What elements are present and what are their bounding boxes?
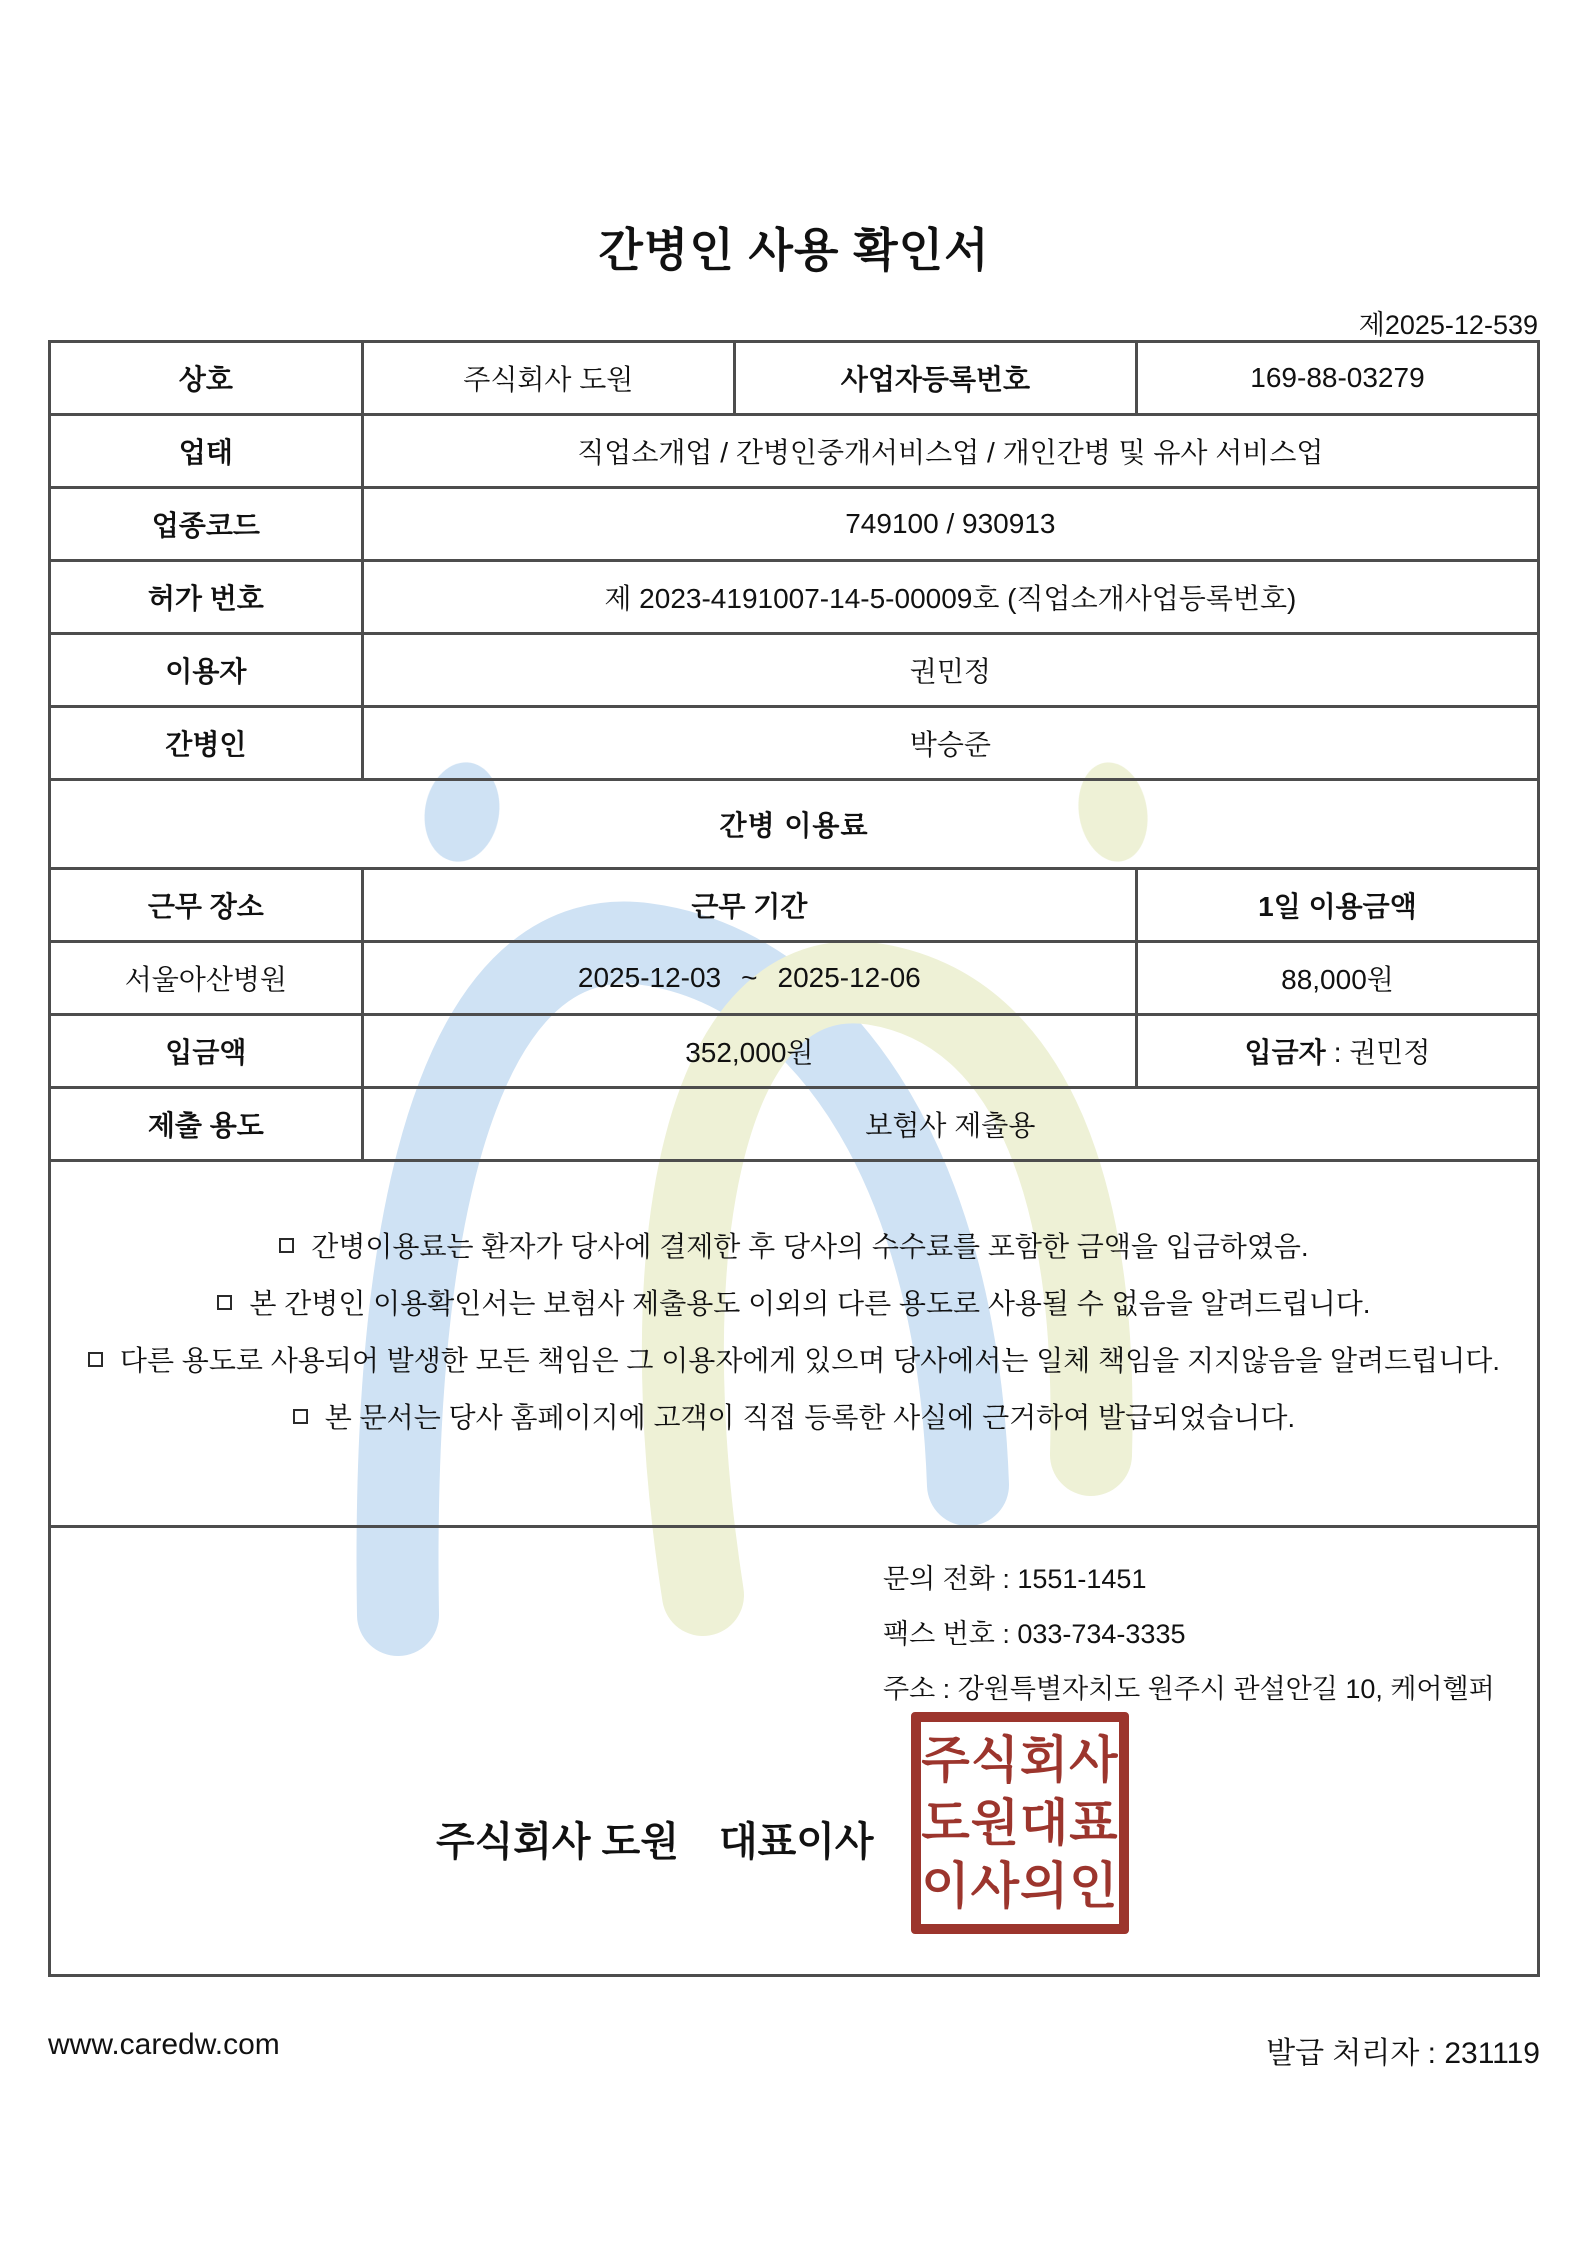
seal-line: 도원대표	[921, 1794, 1119, 1851]
note-item	[57, 1344, 1531, 1378]
note-text: 본 간병인 이용확인서는 보험사 제출용도 이외의 다른 용도로 사용될 수 없음을 알려드립니다.	[249, 1287, 1371, 1319]
fee-value-row	[50, 942, 1539, 1015]
note-item	[57, 1230, 1531, 1264]
permit-value: 제 2023-4191007-14-5-00009호 (직업소개사업등록번호)	[362, 561, 1538, 634]
depositor-value: : 권민정	[1333, 1037, 1431, 1068]
industry-code-label: 업종코드	[50, 488, 363, 561]
period-end: 2025-12-06	[777, 962, 921, 993]
deposit-row	[50, 1015, 1539, 1088]
workplace-value: 서울아산병원	[50, 942, 363, 1015]
notes-row	[50, 1161, 1539, 1527]
signature-row	[50, 1527, 1539, 1976]
deposit-label: 입금액	[50, 1015, 363, 1088]
table-row	[50, 415, 1539, 488]
page-footer	[48, 2028, 1540, 2072]
biz-reg-label: 사업자등록번호	[734, 342, 1136, 415]
contact-block	[883, 1552, 1495, 1717]
biz-reg-value: 169-88-03279	[1136, 342, 1538, 415]
company-value: 주식회사 도원	[362, 342, 734, 415]
period-value	[362, 942, 1136, 1015]
seal-line: 주식회사	[921, 1731, 1119, 1788]
permit-label: 허가 번호	[50, 561, 363, 634]
note-item	[57, 1401, 1531, 1435]
daily-fee-value: 88,000원	[1136, 942, 1538, 1015]
purpose-value: 보험사 제출용	[362, 1088, 1538, 1161]
note-text: 다른 용도로 사용되어 발생한 모든 책임은 그 이용자에게 있으며 당사에서는 일체 책임을 지지않음을 알려드립니다.	[119, 1344, 1501, 1376]
confirmation-table	[48, 340, 1540, 1977]
signature-company: 주식회사 도원	[436, 1820, 679, 1864]
table-row	[50, 634, 1539, 707]
caregiver-value: 박승준	[362, 707, 1538, 780]
fee-section-header-row	[50, 780, 1539, 869]
user-value: 권민정	[362, 634, 1538, 707]
daily-fee-label: 1일 이용금액	[1136, 869, 1538, 942]
signature-box	[50, 1527, 1539, 1976]
period-start: 2025-12-03	[577, 962, 722, 993]
company-signature	[436, 1810, 874, 1867]
deposit-value: 352,000원	[362, 1015, 1136, 1088]
note-item	[57, 1287, 1531, 1321]
doc-number: 제2025-12-539	[1358, 310, 1538, 340]
contact-address: 주소 : 강원특별자치도 원주시 관설안길 10, 케어헬퍼	[883, 1674, 1495, 1704]
seal-line: 이사의인	[921, 1857, 1119, 1914]
signature-role: 대표이사	[718, 1820, 874, 1864]
biz-type-value: 직업소개업 / 간병인중개서비스업 / 개인간병 및 유사 서비스업	[362, 415, 1538, 488]
table-row	[50, 707, 1539, 780]
workplace-label: 근무 장소	[50, 869, 363, 942]
purpose-row	[50, 1088, 1539, 1161]
fee-section-title: 간병 이용료	[50, 780, 1539, 869]
contact-fax: 팩스 번호 : 033-734-3335	[883, 1619, 1186, 1649]
period-label: 근무 기간	[362, 869, 1136, 942]
page-title: 간병인 사용 확인서	[598, 224, 990, 276]
table-row	[50, 488, 1539, 561]
purpose-label: 제출 용도	[50, 1088, 363, 1161]
notes-box	[50, 1161, 1539, 1527]
table-row	[50, 342, 1539, 415]
table-row	[50, 561, 1539, 634]
fee-header-row	[50, 869, 1539, 942]
industry-code-value: 749100 / 930913	[362, 488, 1538, 561]
caregiver-label: 간병인	[50, 707, 363, 780]
footer-issuer: 발급 처리자 : 231119	[1266, 2037, 1540, 2070]
company-label: 상호	[50, 342, 363, 415]
corporate-seal-stamp	[911, 1712, 1129, 1934]
period-separator: ~	[741, 962, 758, 993]
footer-website: www.caredw.com	[48, 2028, 280, 2061]
note-text: 본 문서는 당사 홈페이지에 고객이 직접 등록한 사실에 근거하여 발급되었습니다.	[324, 1401, 1296, 1433]
note-text: 간병이용료는 환자가 당사에 결제한 후 당사의 수수료를 포함한 금액을 입금하였음.	[311, 1230, 1309, 1262]
user-label: 이용자	[50, 634, 363, 707]
biz-type-label: 업태	[50, 415, 363, 488]
depositor-cell	[1136, 1015, 1538, 1088]
contact-phone: 문의 전화 : 1551-1451	[883, 1564, 1147, 1594]
depositor-label: 입금자	[1244, 1037, 1326, 1068]
